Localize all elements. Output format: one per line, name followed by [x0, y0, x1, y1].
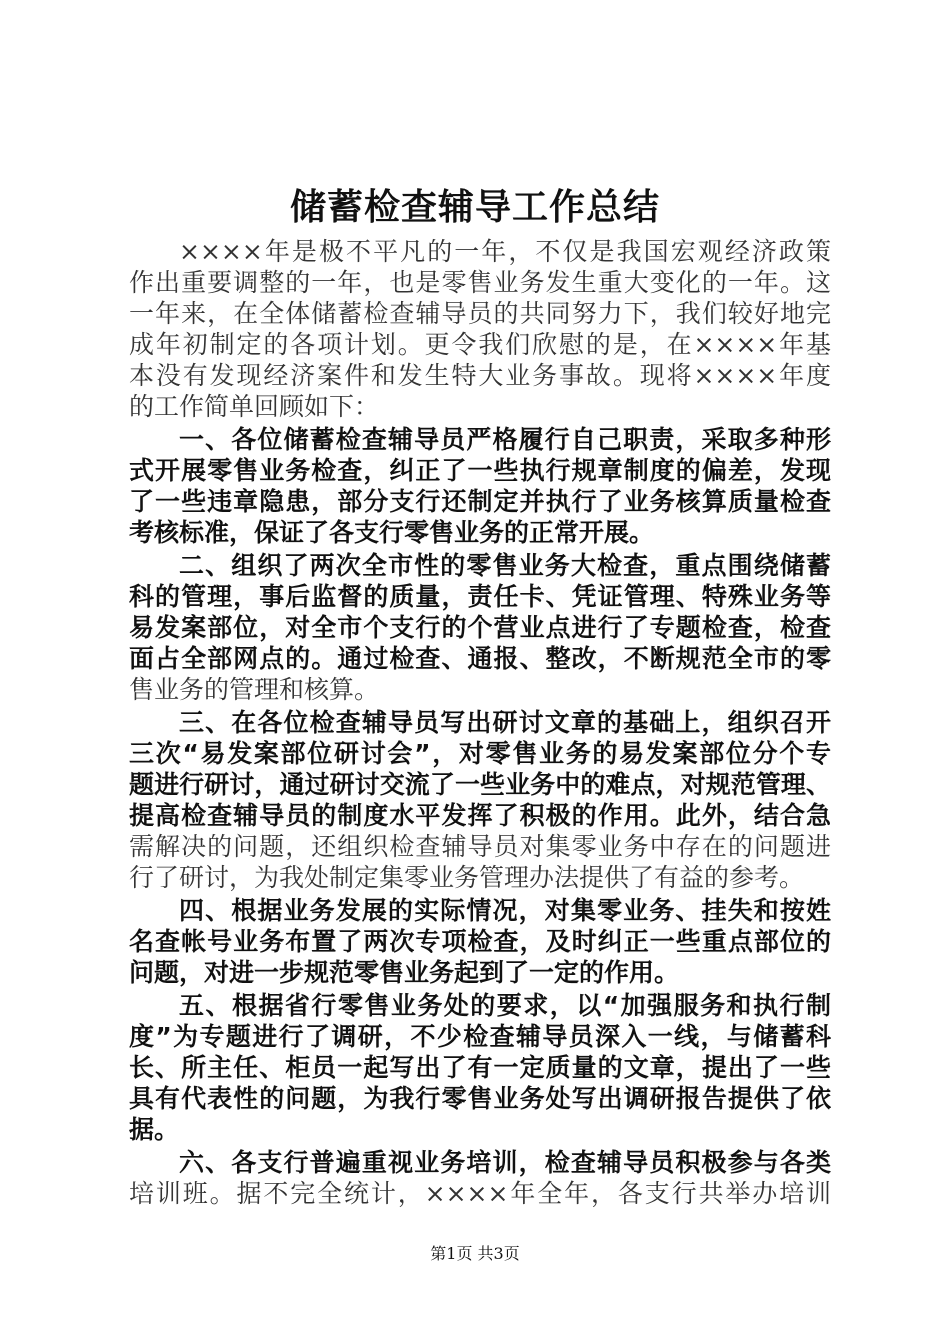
text-line: 提高检查辅导员的制度水平发挥了积极的作用。此外，结合急 — [129, 801, 831, 830]
text-line: 式开展零售业务检查，纠正了一些执行规章制度的偏差，发现 — [129, 456, 831, 485]
text-line: 据。 — [129, 1115, 180, 1144]
text-line: 五、根据省行零售业务处的要求，以“加强服务和执行制 — [179, 991, 831, 1020]
text-line: 行了研讨，为我处制定集零业务管理办法提供了有益的参考。 — [129, 863, 805, 892]
text-line: 问题，对进一步规范零售业务起到了一定的作用。 — [129, 958, 680, 987]
paragraph-item-6 — [129, 1147, 831, 1209]
text-line: 考核标准，保证了各支行零售业务的正常开展。 — [129, 518, 655, 547]
text-line: 的工作简单回顾如下： — [129, 392, 380, 421]
paragraph-item-4 — [129, 895, 831, 988]
paragraph-intro — [129, 236, 831, 422]
document-body — [129, 236, 831, 1209]
text-line: 售业务的管理和核算。 — [129, 675, 380, 704]
text-line: 需解决的问题，还组织检查辅导员对集零业务中存在的问题进 — [129, 832, 831, 861]
paragraph-item-3 — [129, 707, 831, 893]
text-line: 科的管理，事后监督的质量，责任卡、凭证管理、特殊业务等 — [129, 582, 831, 611]
text-line: 了一些违章隐患，部分支行还制定并执行了业务核算质量检查 — [129, 487, 831, 516]
text-line: 一、各位储蓄检查辅导员严格履行自己职责，采取多种形 — [179, 425, 831, 454]
text-line: 面占全部网点的。通过检查、通报、整改，不断规范全市的零 — [129, 644, 831, 673]
document-title: 储蓄检查辅导工作总结 — [289, 187, 660, 228]
paragraph-item-5 — [129, 990, 831, 1145]
text-line: 题进行研讨，通过研讨交流了一些业务中的难点，对规范管理、 — [129, 770, 831, 799]
text-line: 培训班。据不完全统计，××××年全年，各支行共举办培训 — [129, 1179, 831, 1208]
text-line: 名查帐号业务布置了两次专项检查，及时纠正一些重点部位的 — [129, 927, 831, 956]
text-line: ××××年是极不平凡的一年，不仅是我国宏观经济政策 — [179, 237, 831, 266]
paragraph-item-2 — [129, 550, 831, 705]
text-line: 具有代表性的问题，为我行零售业务处写出调研报告提供了依 — [129, 1084, 831, 1113]
paragraph-item-1 — [129, 424, 831, 548]
text-line: 成年初制定的各项计划。更令我们欣慰的是，在××××年基 — [129, 330, 831, 359]
text-line: 二、组织了两次全市性的零售业务大检查，重点围绕储蓄 — [179, 551, 831, 580]
text-line: 度”为专题进行了调研，不少检查辅导员深入一线，与储蓄科 — [129, 1022, 831, 1051]
page-number: 第1页 共3页 — [430, 1244, 520, 1263]
text-line: 作出重要调整的一年，也是零售业务发生重大变化的一年。这 — [129, 268, 831, 297]
text-line: 一年来，在全体储蓄检查辅导员的共同努力下，我们较好地完 — [129, 299, 831, 328]
text-line: 长、所主任、柜员一起写出了有一定质量的文章，提出了一些 — [129, 1053, 831, 1082]
text-line: 六、各支行普遍重视业务培训，检查辅导员积极参与各类 — [179, 1148, 831, 1177]
text-line: 四、根据业务发展的实际情况，对集零业务、挂失和按姓 — [179, 896, 831, 925]
text-line: 易发案部位，对全市个支行的个营业点进行了专题检查，检查 — [129, 613, 831, 642]
text-line: 本没有发现经济案件和发生特大业务事故。现将××××年度 — [129, 361, 831, 390]
text-line: 三、在各位检查辅导员写出研讨文章的基础上，组织召开 — [179, 708, 831, 737]
text-line: 三次“易发案部位研讨会”，对零售业务的易发案部位分个专 — [129, 739, 831, 768]
